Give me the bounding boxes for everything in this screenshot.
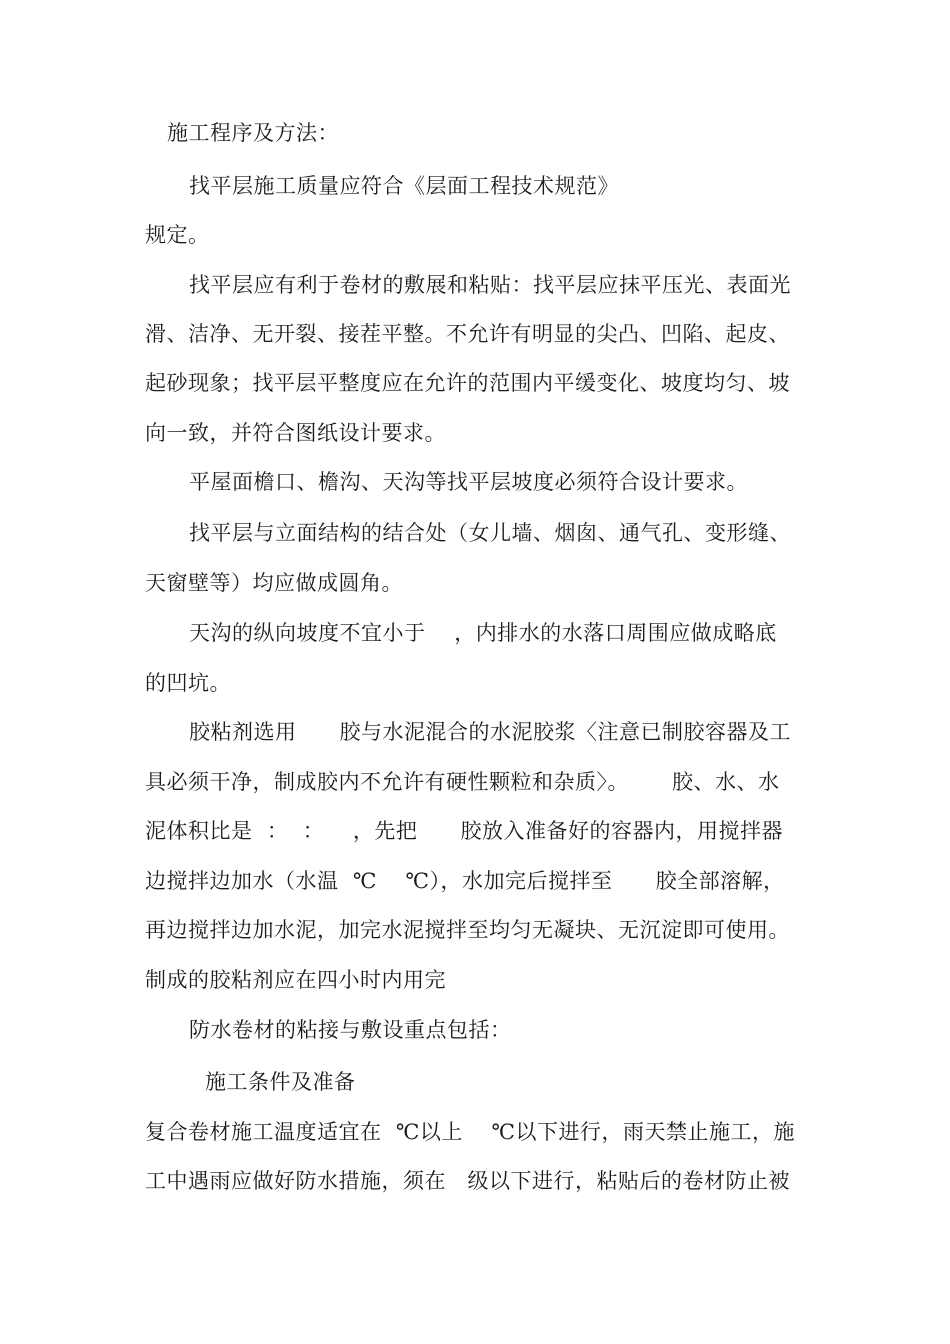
paragraph-line: 天沟的纵向坡度不宜小于 ，内排水的水落口周围应做成略底 xyxy=(189,621,777,645)
paragraph-line: 找平层施工质量应符合《层面工程技术规范》 xyxy=(189,174,619,198)
paragraph-line: 滑、洁净、无开裂、接茬平整。不允许有明显的尖凸、凹陷、起皮、 xyxy=(145,322,790,346)
paragraph-line: 平屋面檐口、檐沟、天沟等找平层坡度必须符合设计要求。 xyxy=(189,470,748,494)
paragraph-line: 规定。 xyxy=(145,223,210,247)
paragraph-line: 再边搅拌边加水泥，加完水泥搅拌至均匀无凝块、无沉淀即可使用。 xyxy=(145,918,790,942)
paragraph-line: 边搅拌边加水（水温 ℃ ℃），水加完后搅拌至 胶全部溶解， xyxy=(145,869,785,893)
paragraph-line: 泥体积比是 ： ： ，先把 胶放入准备好的容器内，用搅拌器 xyxy=(145,819,783,843)
paragraph-heading: 施工程序及方法： xyxy=(167,121,339,145)
paragraph-line: 找平层应有利于卷材的敷展和粘贴：找平层应抹平压光、表面光 xyxy=(189,273,791,297)
paragraph-line: 具必须干净，制成胶内不允许有硬性颗粒和杂质〉。 胶、水、水 xyxy=(145,770,780,794)
paragraph-line: 起砂现象；找平层平整度应在允许的范围内平缓变化、坡度均匀、坡 xyxy=(145,371,790,395)
paragraph-line: 胶粘剂选用 胶与水泥混合的水泥胶浆〈注意已制胶容器及工 xyxy=(189,720,792,744)
paragraph-line: 天窗壁等）均应做成圆角。 xyxy=(145,571,403,595)
paragraph-line: 找平层与立面结构的结合处（女儿墙、烟囱、通气孔、变形缝、 xyxy=(189,521,791,545)
paragraph-line: 复合卷材施工温度适宜在 ℃以上 ℃以下进行，雨天禁止施工，施 xyxy=(145,1120,796,1144)
paragraph-line: 工中遇雨应做好防水措施，须在 级以下进行，粘贴后的卷材防止被 xyxy=(145,1169,791,1193)
paragraph-line: 向一致，并符合图纸设计要求。 xyxy=(145,421,446,445)
section-heading: 施工条件及准备 xyxy=(205,1070,356,1094)
paragraph-line: 防水卷材的粘接与敷设重点包括： xyxy=(189,1018,512,1042)
paragraph-line: 制成的胶粘剂应在四小时内用完 xyxy=(145,968,446,992)
paragraph-line: 的凹坑。 xyxy=(145,671,231,695)
